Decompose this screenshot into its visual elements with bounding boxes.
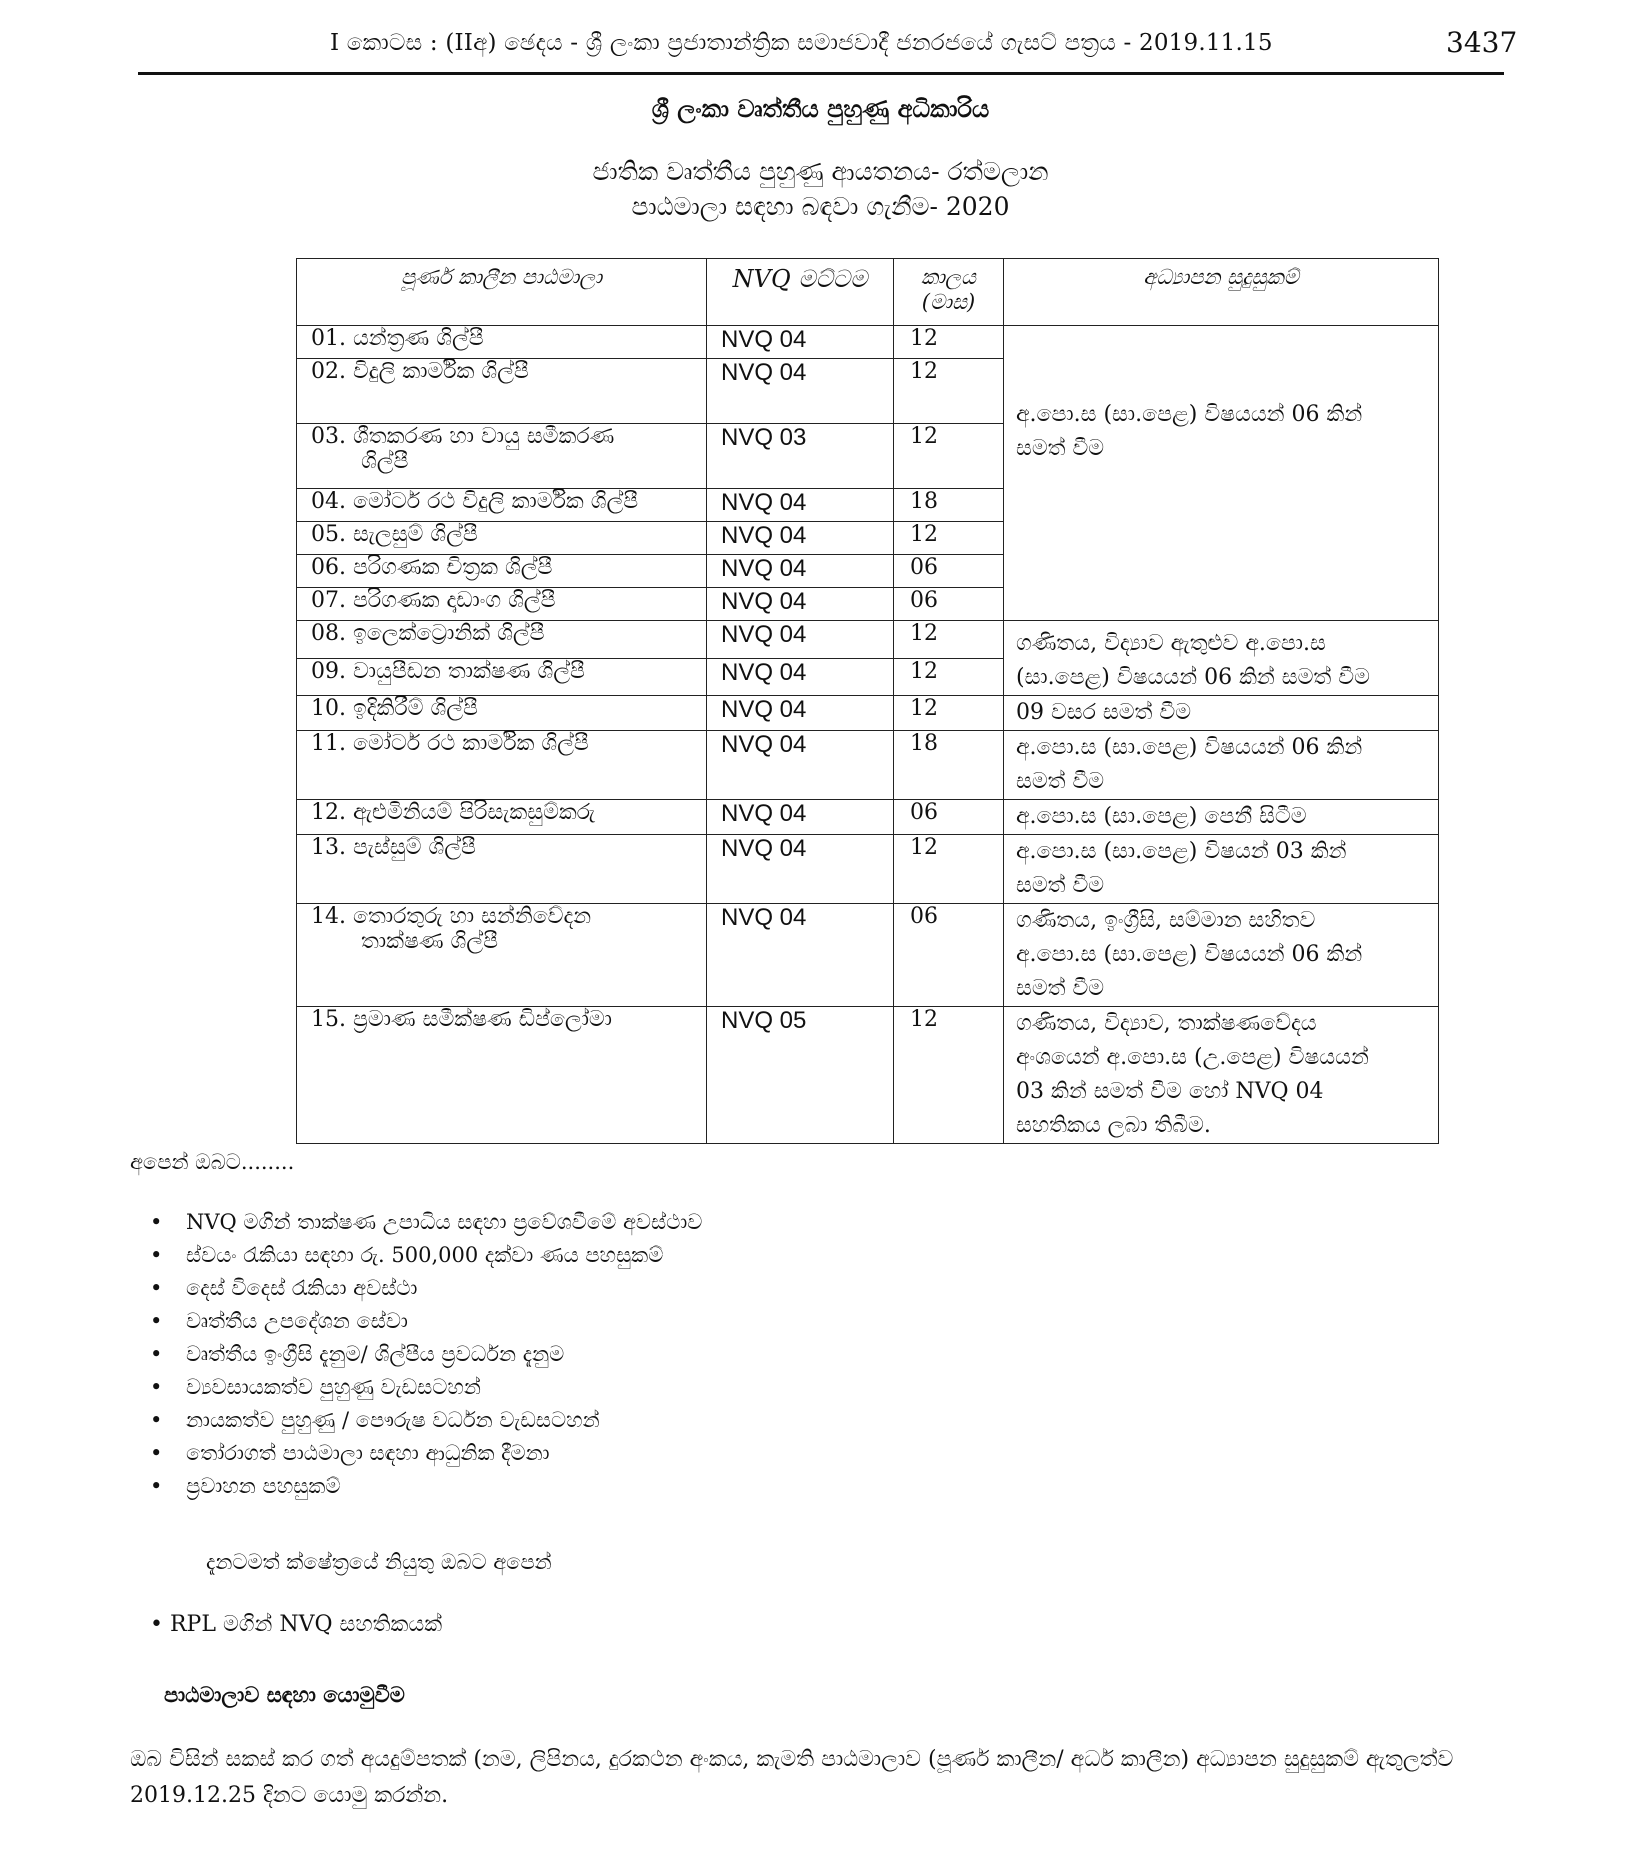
course-name: 06. පරිගණක චිත්‍රක ශිල්පී [297,555,707,588]
course-duration: 12 [894,696,1004,731]
qualification-line: ගණිතය, විද්‍යාව ඇතුළුව අ.පො.ස [1016,631,1326,656]
course-level: NVQ 04 [707,588,894,621]
qualification-cell [1004,1007,1439,1144]
benefit-text: වෘත්තීය උපදේශන සේවා [186,1309,408,1333]
benefit-text: ප්‍රවාහන පහසුකම් [186,1474,341,1498]
apply-heading: පාඨමාලාව සඳහා යොමුවීම [164,1682,405,1707]
benefit-text: වෘත්තීය ඉංග්‍රීසි දැනුම/ ශිල්පීය ප්‍රවර්ධන දැනුම [186,1342,565,1366]
institute-title: ජාතික වෘත්තීය පුහුණු ආයතනය- රත්මලාන [592,157,1049,186]
course-level: NVQ 04 [707,658,894,696]
list-item [150,1437,702,1470]
course-duration: 12 [894,1007,1004,1144]
course-name: 08. ඉලෙක්ට්‍රොනික් ශිල්පී [297,621,707,659]
header-qualification: අධ්‍යාපන සුදුසුකම් [1004,259,1439,326]
qualification-line: ගණිතය, ඉංග්‍රීසි, සම්මාන සහිතව [1016,908,1316,933]
list-item [150,1371,702,1404]
qualification-line: අ.පො.ස (සා.පෙළ) පෙනී සිටීම [1016,804,1307,829]
course-level: NVQ 04 [707,359,894,424]
intake-title: පාඨමාලා සඳහා බඳවා ගැනීම- 2020 [631,192,1010,221]
list-item [150,1206,702,1239]
course-duration: 06 [894,555,1004,588]
bullet-icon: • [150,1441,163,1465]
header-course: පූර්ණ කාලීන පාඨමාලා [297,259,707,326]
course-duration: 12 [894,424,1004,489]
table-row [297,731,1439,800]
qualification-cell [1004,800,1439,835]
authority-title: ශ්‍රී ලංකා වෘත්තීය පුහුණු අධිකාරිය [651,94,990,123]
list-item [150,1305,702,1338]
list-item [150,1338,702,1371]
course-level: NVQ 04 [707,731,894,800]
qualification-line: 09 වසර සමත් වීම [1016,700,1192,725]
gazette-header [0,26,1641,66]
benefit-text: ව්‍යවසායකත්ව පුහුණු වැඩසටහන් [186,1375,481,1399]
course-name: 01. යන්ත්‍රණ ශිල්පී [297,326,707,359]
list-item [150,1470,702,1503]
course-duration: 12 [894,326,1004,359]
table-row [297,696,1439,731]
gazette-header-text: I කොටස : (IIඅ) ඡෙදය - ශ්‍රී ලංකා ප්‍රජාතාන්ත්‍රික සමාජවාදී ජනරජයේ ගැසට් පත්‍රය - 2019.11.15 [330,30,1273,56]
qualification-cell [1004,904,1439,1007]
course-name [297,904,707,1007]
qualification-line: සමත් වීම [1016,873,1105,898]
table-row [297,800,1439,835]
header-rule [138,72,1504,75]
course-name: 04. මෝටර් රථ විදුලි කාර්මික ශිල්පී [297,489,707,522]
course-level: NVQ 04 [707,522,894,555]
qualification-line: ගණිතය, විද්‍යාව, තාක්ෂණවේදය [1016,1011,1317,1036]
course-duration: 06 [894,800,1004,835]
header-duration [894,259,1004,326]
course-name-line: ශිල්පී [361,449,409,474]
table-header-row [297,259,1439,326]
table-row [297,835,1439,904]
course-name: 10. ඉදිකිරීම් ශිල්පී [297,696,707,731]
course-level: NVQ 04 [707,621,894,659]
qualification-cell [1004,621,1439,696]
qualification-line: අංශයෙන් අ.පො.ස (උ.පෙළ) විෂයයන් [1016,1045,1369,1070]
qualification-line: (සා.පෙළ) විෂයයන් 06 කින් සමත් වීම [1016,665,1370,690]
qualification-line: 03 කින් සමත් වීම හෝ NVQ 04 [1016,1079,1324,1104]
table-row [297,326,1439,359]
qualification-cell [1004,835,1439,904]
course-level: NVQ 04 [707,800,894,835]
qualification-line: සමත් වීම [1016,436,1105,461]
qualification-cell [1004,326,1439,621]
benefit-text: ස්වයං රැකියා සඳහා රු. 500,000 දක්වා ණය පහසුකම් [186,1243,664,1267]
bullet-icon: • [150,1342,163,1366]
qualification-line: සමත් වීම [1016,976,1105,1001]
qualification-line: සමත් වීම [1016,769,1105,794]
table-row [297,1007,1439,1144]
course-level: NVQ 03 [707,424,894,489]
qualification-line: අ.පො.ස (සා.පෙළ) විෂයයන් 06 කින් [1016,402,1363,427]
rpl-line: • RPL මගින් NVQ සහතිකයක් [150,1612,443,1637]
course-level: NVQ 04 [707,489,894,522]
course-level: NVQ 04 [707,904,894,1007]
course-name: 12. ඇළුමිනියම් පිරිසැකසුම්කරු [297,800,707,835]
course-duration: 18 [894,489,1004,522]
course-name: 13. පැස්සුම් ශිල්පී [297,835,707,904]
course-name: 11. මෝටර් රථ කාර්මික ශිල්පී [297,731,707,800]
course-duration: 12 [894,621,1004,659]
course-duration: 06 [894,904,1004,1007]
benefit-text: නායකත්ව පුහුණු / පෞරුෂ වර්ධන වැඩසටහන් [186,1408,600,1432]
header-level: NVQ මට්ටම [707,259,894,326]
benefits-list [150,1206,702,1503]
bullet-icon: • [150,1309,163,1333]
qualification-line: සහතිකය ලබා තිබීම. [1016,1113,1211,1138]
course-duration: 06 [894,588,1004,621]
table-row [297,621,1439,659]
course-name [297,424,707,489]
course-name: 09. වායුපීඩන තාක්ෂණ ශිල්පී [297,658,707,696]
course-duration: 12 [894,359,1004,424]
bullet-icon: • [150,1375,163,1399]
course-duration: 18 [894,731,1004,800]
list-item [150,1272,702,1305]
header-duration-unit: (මාස) [921,290,976,314]
qualification-cell [1004,696,1439,731]
course-name-line: තාක්ෂණ ශිල්පී [361,929,498,954]
courses-table [296,258,1439,1144]
course-level: NVQ 04 [707,555,894,588]
qualification-line: අ.පො.ස (සා.පෙළ) විෂයන් 03 කින් [1016,839,1347,864]
course-duration: 12 [894,522,1004,555]
course-level: NVQ 04 [707,326,894,359]
apply-paragraph: ඔබ විසින් සකස් කර ගත් අයදුම්පතක් (නම, ලිපිනය, දුරකථන අංකය, කැමති පාඨමාලාව (පූර්ණ කාලීන/ අර්ධ කාලීන) අධ්‍යාපන සුදුසුකම් ඇතුලත්ව 2019.12.25 දිනට යොමු කරන්න. [130,1747,1454,1808]
list-item [150,1404,702,1437]
industry-subheading: දැනටමත් ක්ෂේත්‍රයේ නියුතු ඔබට අපෙන් [206,1550,552,1574]
benefit-text: තෝරාගත් පාඨමාලා සඳහා ආධුනික දීමනා [186,1441,550,1465]
course-duration: 12 [894,835,1004,904]
course-level: NVQ 05 [707,1007,894,1144]
list-item [150,1239,702,1272]
course-level: NVQ 04 [707,835,894,904]
course-name: 05. සැලසුම් ශිල්පී [297,522,707,555]
course-duration: 12 [894,658,1004,696]
bullet-icon: • [150,1210,163,1234]
course-name-line: 03. ශීතකරණ හා වායු සමීකරණ [311,424,615,449]
benefit-text: NVQ මගින් තාක්ෂණ උපාධිය සඳහා ප්‍රවේශවීමේ අවස්ථාව [186,1210,703,1234]
bullet-icon: • [150,1474,163,1498]
course-name-line: 14. තොරතුරු හා සන්නිවේදන [311,904,592,929]
bullet-icon: • [150,1243,163,1267]
course-level: NVQ 04 [707,696,894,731]
course-name: 02. විදුලි කාර්මික ශිල්පී [297,359,707,424]
qualification-line: අ.පො.ස (සා.පෙළ) විෂයයන් 06 කින් [1016,735,1363,760]
table-row [297,904,1439,1007]
qualification-line: අ.පො.ස (සා.පෙළ) විෂයයන් 06 කින් [1016,942,1363,967]
bullet-icon: • [150,1276,163,1300]
bullet-icon: • [150,1408,163,1432]
benefit-text: දෙස් විදෙස් රැකියා අවස්ථා [186,1276,418,1300]
qualification-cell [1004,731,1439,800]
page-number: 3437 [1446,26,1518,59]
course-name: 15. ප්‍රමාණ සමීක්ෂණ ඩිප්ලෝමා [297,1007,707,1144]
course-name: 07. පරිගණක දෘඩාංග ශිල්පී [297,588,707,621]
header-duration-label: කාලය [920,265,977,289]
benefits-intro: අපෙන් ඔබට........ [130,1150,295,1174]
